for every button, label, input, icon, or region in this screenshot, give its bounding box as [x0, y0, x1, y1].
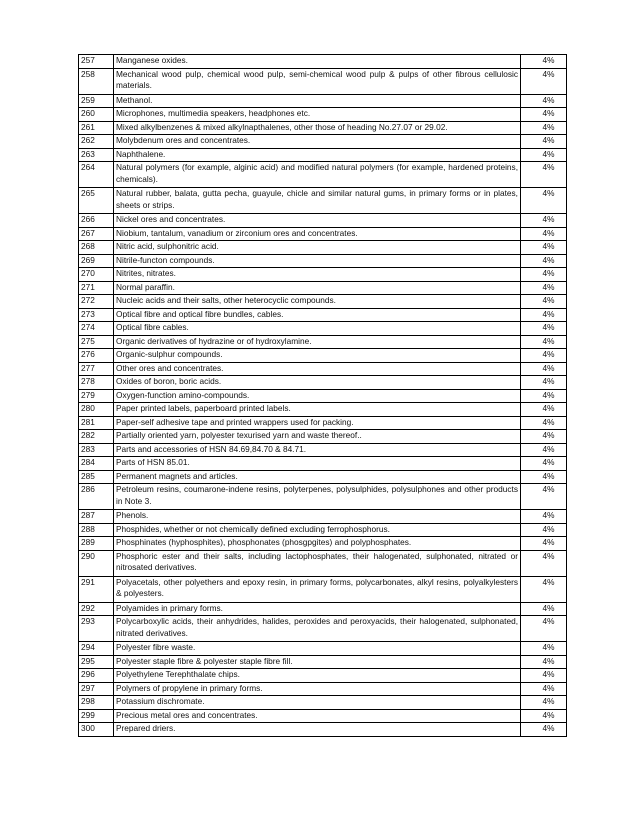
description-cell: Polyethylene Terephthalate chips.: [114, 669, 521, 683]
serial-number-cell: 298: [79, 696, 114, 710]
serial-number-cell: 272: [79, 295, 114, 309]
description-cell: Polyamides in primary forms.: [114, 602, 521, 616]
table-row: [79, 94, 567, 108]
description-cell: Permanent magnets and articles.: [114, 470, 521, 484]
description-cell: Microphones, multimedia speakers, headphones etc.: [114, 108, 521, 122]
table-row: [79, 576, 567, 602]
table-row: [79, 108, 567, 122]
rate-cell: 4%: [521, 510, 567, 524]
serial-number-cell: 281: [79, 416, 114, 430]
table-row: [79, 416, 567, 430]
rate-cell: 4%: [521, 108, 567, 122]
serial-number-cell: 264: [79, 162, 114, 188]
rate-cell: 4%: [521, 537, 567, 551]
description-cell: Parts of HSN 85.01.: [114, 457, 521, 471]
table-row: [79, 696, 567, 710]
table-row: [79, 709, 567, 723]
table-row: [79, 602, 567, 616]
rate-cell: 4%: [521, 723, 567, 737]
rate-cell: 4%: [521, 709, 567, 723]
rate-cell: 4%: [521, 669, 567, 683]
tax-rate-table-container: [78, 54, 566, 737]
rate-cell: 4%: [521, 227, 567, 241]
rate-cell: 4%: [521, 94, 567, 108]
description-cell: Methanol.: [114, 94, 521, 108]
table-row: [79, 484, 567, 510]
serial-number-cell: 257: [79, 55, 114, 69]
serial-number-cell: 279: [79, 389, 114, 403]
rate-cell: 4%: [521, 268, 567, 282]
description-cell: Polymers of propylene in primary forms.: [114, 682, 521, 696]
table-row: [79, 214, 567, 228]
table-row: [79, 430, 567, 444]
description-cell: Nitrile-functon compounds.: [114, 254, 521, 268]
description-cell: Naphthalene.: [114, 148, 521, 162]
description-cell: Nitrites, nitrates.: [114, 268, 521, 282]
table-row: [79, 308, 567, 322]
serial-number-cell: 280: [79, 403, 114, 417]
table-row: [79, 68, 567, 94]
description-cell: Manganese oxides.: [114, 55, 521, 69]
description-cell: Polycarboxylic acids, their anhydrides, halides, peroxides and peroxyacids, their halogenated, sulphonated, nitrated derivatives.: [114, 616, 521, 642]
table-row: [79, 254, 567, 268]
rate-cell: 4%: [521, 484, 567, 510]
rate-cell: 4%: [521, 55, 567, 69]
rate-cell: 4%: [521, 389, 567, 403]
serial-number-cell: 274: [79, 322, 114, 336]
rate-cell: 4%: [521, 68, 567, 94]
rate-cell: 4%: [521, 135, 567, 149]
rate-cell: 4%: [521, 281, 567, 295]
serial-number-cell: 294: [79, 642, 114, 656]
rate-cell: 4%: [521, 403, 567, 417]
rate-cell: 4%: [521, 241, 567, 255]
table-row: [79, 389, 567, 403]
table-row: [79, 121, 567, 135]
rate-cell: 4%: [521, 696, 567, 710]
description-cell: Polyacetals, other polyethers and epoxy resin, in primary forms, polycarbonates, alkyl resins, polyalkylesters & polyesters.: [114, 576, 521, 602]
serial-number-cell: 262: [79, 135, 114, 149]
serial-number-cell: 265: [79, 188, 114, 214]
table-row: [79, 241, 567, 255]
table-row: [79, 349, 567, 363]
description-cell: Partially oriented yarn, polyester texurised yarn and waste thereof..: [114, 430, 521, 444]
description-cell: Mechanical wood pulp, chemical wood pulp, semi-chemical wood pulp & pulps of other fibrous cellulosic materials.: [114, 68, 521, 94]
description-cell: Prepared driers.: [114, 723, 521, 737]
table-row: [79, 268, 567, 282]
table-row: [79, 188, 567, 214]
description-cell: Mixed alkylbenzenes & mixed alkylnapthalenes, other those of heading No.27.07 or 29.02.: [114, 121, 521, 135]
description-cell: Normal paraffin.: [114, 281, 521, 295]
serial-number-cell: 284: [79, 457, 114, 471]
description-cell: Paper printed labels, paperboard printed labels.: [114, 403, 521, 417]
table-row: [79, 55, 567, 69]
rate-cell: 4%: [521, 655, 567, 669]
serial-number-cell: 290: [79, 550, 114, 576]
table-row: [79, 281, 567, 295]
rate-cell: 4%: [521, 470, 567, 484]
description-cell: Optical fibre and optical fibre bundles, cables.: [114, 308, 521, 322]
description-cell: Precious metal ores and concentrates.: [114, 709, 521, 723]
description-cell: Oxygen-function amino-compounds.: [114, 389, 521, 403]
rate-cell: 4%: [521, 576, 567, 602]
rate-cell: 4%: [521, 322, 567, 336]
serial-number-cell: 275: [79, 335, 114, 349]
table-row: [79, 376, 567, 390]
rate-cell: 4%: [521, 616, 567, 642]
description-cell: Potassium dischromate.: [114, 696, 521, 710]
serial-number-cell: 276: [79, 349, 114, 363]
tax-rate-table: [78, 54, 567, 737]
table-row: [79, 510, 567, 524]
rate-cell: 4%: [521, 162, 567, 188]
serial-number-cell: 263: [79, 148, 114, 162]
serial-number-cell: 260: [79, 108, 114, 122]
serial-number-cell: 266: [79, 214, 114, 228]
serial-number-cell: 296: [79, 669, 114, 683]
description-cell: Organic-sulphur compounds.: [114, 349, 521, 363]
table-row: [79, 470, 567, 484]
table-row: [79, 682, 567, 696]
table-row: [79, 295, 567, 309]
serial-number-cell: 258: [79, 68, 114, 94]
table-body: [79, 55, 567, 737]
description-cell: Parts and accessories of HSN 84.69,84.70 & 84.71.: [114, 443, 521, 457]
table-row: [79, 227, 567, 241]
rate-cell: 4%: [521, 362, 567, 376]
serial-number-cell: 271: [79, 281, 114, 295]
serial-number-cell: 277: [79, 362, 114, 376]
serial-number-cell: 273: [79, 308, 114, 322]
description-cell: Phosphinates (hyphosphites), phosphonates (phosgpgites) and polyphosphates.: [114, 537, 521, 551]
rate-cell: 4%: [521, 295, 567, 309]
rate-cell: 4%: [521, 682, 567, 696]
rate-cell: 4%: [521, 188, 567, 214]
rate-cell: 4%: [521, 308, 567, 322]
description-cell: Nucleic acids and their salts, other heterocyclic compounds.: [114, 295, 521, 309]
rate-cell: 4%: [521, 254, 567, 268]
table-row: [79, 550, 567, 576]
serial-number-cell: 259: [79, 94, 114, 108]
serial-number-cell: 269: [79, 254, 114, 268]
serial-number-cell: 295: [79, 655, 114, 669]
description-cell: Polyester fibre waste.: [114, 642, 521, 656]
description-cell: Organic derivatives of hydrazine or of hydroxylamine.: [114, 335, 521, 349]
serial-number-cell: 267: [79, 227, 114, 241]
table-row: [79, 403, 567, 417]
table-row: [79, 642, 567, 656]
table-row: [79, 457, 567, 471]
description-cell: Natural rubber, balata, gutta pecha, guayule, chicle and similar natural gums, in primary forms or in plates, sheets or strips.: [114, 188, 521, 214]
serial-number-cell: 292: [79, 602, 114, 616]
rate-cell: 4%: [521, 642, 567, 656]
description-cell: Other ores and concentrates.: [114, 362, 521, 376]
serial-number-cell: 288: [79, 523, 114, 537]
table-row: [79, 335, 567, 349]
description-cell: Optical fibre cables.: [114, 322, 521, 336]
rate-cell: 4%: [521, 121, 567, 135]
description-cell: Nitric acid, sulphonitric acid.: [114, 241, 521, 255]
rate-cell: 4%: [521, 349, 567, 363]
table-row: [79, 443, 567, 457]
rate-cell: 4%: [521, 416, 567, 430]
rate-cell: 4%: [521, 214, 567, 228]
description-cell: Nickel ores and concentrates.: [114, 214, 521, 228]
serial-number-cell: 283: [79, 443, 114, 457]
description-cell: Paper-self adhesive tape and printed wrappers used for packing.: [114, 416, 521, 430]
table-row: [79, 362, 567, 376]
table-row: [79, 162, 567, 188]
serial-number-cell: 291: [79, 576, 114, 602]
description-cell: Phenols.: [114, 510, 521, 524]
description-cell: Natural polymers (for example, alginic acid) and modified natural polymers (for example, hardened proteins, chemicals).: [114, 162, 521, 188]
table-row: [79, 669, 567, 683]
serial-number-cell: 289: [79, 537, 114, 551]
table-row: [79, 322, 567, 336]
serial-number-cell: 299: [79, 709, 114, 723]
serial-number-cell: 261: [79, 121, 114, 135]
serial-number-cell: 300: [79, 723, 114, 737]
table-row: [79, 135, 567, 149]
description-cell: Polyester staple fibre & polyester staple fibre fill.: [114, 655, 521, 669]
serial-number-cell: 297: [79, 682, 114, 696]
serial-number-cell: 285: [79, 470, 114, 484]
rate-cell: 4%: [521, 335, 567, 349]
serial-number-cell: 278: [79, 376, 114, 390]
description-cell: Niobium, tantalum, vanadium or zirconium ores and concentrates.: [114, 227, 521, 241]
rate-cell: 4%: [521, 443, 567, 457]
description-cell: Oxides of boron, boric acids.: [114, 376, 521, 390]
rate-cell: 4%: [521, 602, 567, 616]
description-cell: Phosphoric ester and their salts, including lactophosphates, their halogenated, sulphonated, nitrated or nitrosated derivatives.: [114, 550, 521, 576]
rate-cell: 4%: [521, 457, 567, 471]
serial-number-cell: 270: [79, 268, 114, 282]
table-row: [79, 148, 567, 162]
rate-cell: 4%: [521, 376, 567, 390]
serial-number-cell: 287: [79, 510, 114, 524]
description-cell: Petroleum resins, coumarone-indene resins, polyterpenes, polysulphides, polysulphones and other products in Note 3.: [114, 484, 521, 510]
description-cell: Phosphides, whether or not chemically defined excluding ferrophosphorus.: [114, 523, 521, 537]
rate-cell: 4%: [521, 430, 567, 444]
table-row: [79, 616, 567, 642]
rate-cell: 4%: [521, 550, 567, 576]
rate-cell: 4%: [521, 148, 567, 162]
table-row: [79, 523, 567, 537]
table-row: [79, 655, 567, 669]
serial-number-cell: 282: [79, 430, 114, 444]
serial-number-cell: 286: [79, 484, 114, 510]
rate-cell: 4%: [521, 523, 567, 537]
table-row: [79, 723, 567, 737]
table-row: [79, 537, 567, 551]
description-cell: Molybdenum ores and concentrates.: [114, 135, 521, 149]
serial-number-cell: 268: [79, 241, 114, 255]
serial-number-cell: 293: [79, 616, 114, 642]
